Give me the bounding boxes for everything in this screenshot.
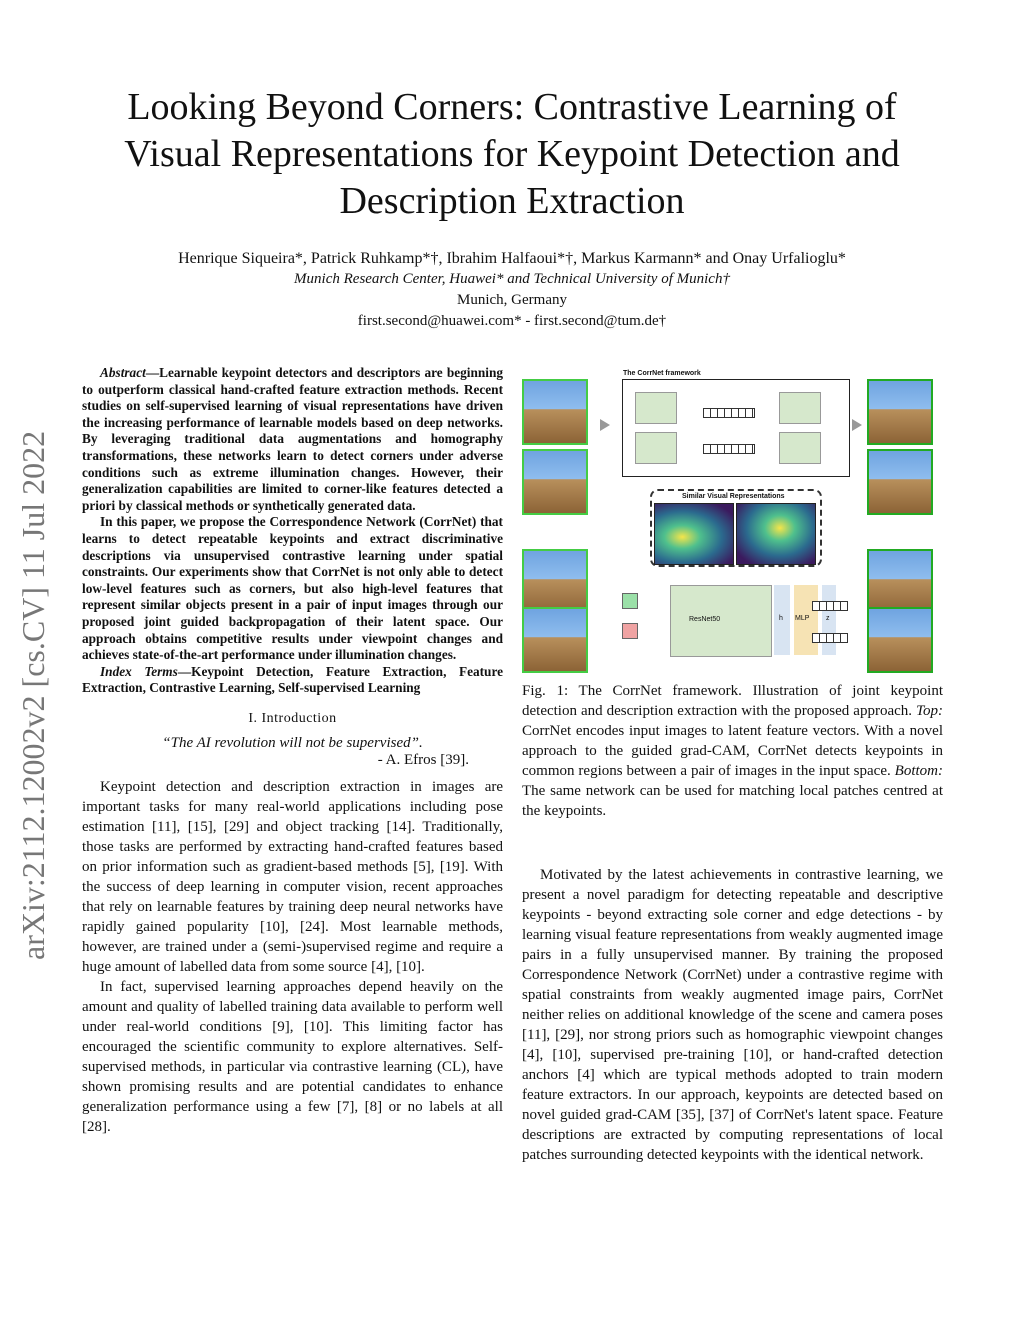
right-column <box>522 365 943 1165</box>
email: first.second@huawei.com* - first.second@tum.de† <box>357 313 667 329</box>
figure-1 <box>522 371 943 667</box>
input-photo-top-2 <box>522 449 588 515</box>
abstract-p1 <box>82 365 503 514</box>
matched-photo-1 <box>867 549 933 615</box>
input-photo-bottom-2 <box>522 607 588 673</box>
caption-lead: Fig. 1: The CorrNet framework. Illustration of joint keypoint detection and description extraction with the proposed approach. <box>522 683 943 719</box>
title-line-3: Description Extraction <box>339 180 685 222</box>
figure-caption <box>522 681 943 821</box>
location: Munich, Germany <box>457 292 567 308</box>
input-photo-bottom-1 <box>522 549 588 615</box>
h-label: h <box>779 615 783 622</box>
abstract-text-1: —Learnable keypoint detectors and descriptors are beginning to outperform classical hand-crafted feature extraction methods. Recent studies on self-supervised learning of visual representations have driven the increasing performance of learnable models based on deep networks. By leveraging traditional data augmentations and homography transformations, these networks learn to detect corners under adverse conditions such as extreme illumination changes. However, their generalization capabilities are limited to corner-like features detected a priori by classical methods or synthetically generated data. <box>82 365 503 513</box>
index-terms-lead: Index Terms <box>100 663 178 679</box>
resnet-block <box>670 585 772 657</box>
left-column <box>82 365 503 1137</box>
input-photo-top-1 <box>522 379 588 445</box>
descriptor-vector <box>812 601 848 611</box>
abstract-lead: Abstract <box>100 365 146 380</box>
similar-representations-box <box>650 489 822 567</box>
resnet-label: ResNet50 <box>689 616 721 623</box>
encoder-block <box>635 392 677 424</box>
encoder-block <box>635 432 677 464</box>
patch-green <box>622 593 638 609</box>
patch-red <box>622 623 638 639</box>
z-label: z <box>826 615 830 622</box>
arrow-icon <box>852 419 862 431</box>
framework-label: The CorrNet framework <box>623 370 701 377</box>
intro-paragraph-2: In fact, supervised learning approaches depend heavily on the amount and quality of labelled training data available to perform well under real-world conditions [9], [10]. This limiting factor has encouraged the scientific community to explore alternatives. Self-supervised methods, in particular via contrastive learning (CL), have shown promising results and are potential candidates to enhance generalization performance using a few [7], [8] or no labels at all [28]. <box>82 978 503 1135</box>
output-photo-top-2 <box>867 449 933 515</box>
latent-vector <box>703 444 755 454</box>
caption-top: CorrNet encodes input images to latent feature vectors. With a novel approach to the guided grad-CAM, CorrNet detects keypoints in common regions between a pair of images in the input space. <box>522 723 943 779</box>
paper-title <box>60 84 964 225</box>
heatmap-left <box>654 503 734 565</box>
decoder-block <box>779 432 821 464</box>
matched-photo-2 <box>867 607 933 673</box>
title-line-2: Visual Representations for Keypoint Detection and <box>124 133 900 175</box>
epigraph-author: - A. Efros [39]. <box>377 751 469 768</box>
intro-paragraph-1: Keypoint detection and description extraction in images are important tasks for many real-world applications including pose estimation [11], [15], [29] and object tracking [14]. Traditionally, those tasks are performed by extracting hand-crafted features based on prior information such as gradient-based methods [5], [19]. With the success of deep learning in computer vision, recent approaches that rely on learnable features by training deep neural networks have rapidly gained popularity [10], [24]. Most learnable methods, however, are trained under a (semi-)supervised regime and require a huge amount of labelled data from some source [4], [10]. <box>82 778 503 975</box>
output-photo-top-1 <box>867 379 933 445</box>
mlp-label: MLP <box>795 615 810 622</box>
latent-vector <box>703 408 755 418</box>
descriptor-vector <box>812 633 848 643</box>
right-paragraph-1: Motivated by the latest achievements in contrastive learning, we present a novel paradigm for detecting repeatable and descriptive keypoints - beyond extracting sole corner and edge detections - by learning visual feature representations from weakly augmented image pairs in a fully unsupervised manner. By training the proposed Correspondence Network (CorrNet) under a contrastive regime with spatial constraints from weakly augmented image pairs, CorrNet neither relies on additional knowledge of the scene and camera poses [11], [29], nor strong priors such as homographic viewpoint changes [4], [10], supervised pre-training [10], or hand-crafted detection anchors [4] which are typical methods adopted to train modern feature extractors. In our approach, keypoints are detected based on novel guided grad-CAM [35], [37] of CorrNet's latent space. Feature descriptions are extracted by computing representations of local patches surrounding detected keypoints with the identical network. <box>522 867 943 1163</box>
arrow-icon <box>600 419 610 431</box>
decoder-block <box>779 392 821 424</box>
title-line-1: Looking Beyond Corners: Contrastive Learning of <box>127 86 897 128</box>
section-title: I. Introduction <box>248 710 337 726</box>
abstract-p2: In this paper, we propose the Correspondence Network (CorrNet) that learns to detect repeatable keypoints and extract discriminative descriptions via unsupervised contrastive learning under spatial constraints. Our experiments show that CorrNet is not only able to detect low-level features such as corners, but also high-level features that represent similar objects present in a pair of input images through our proposed joint guided backpropagation of their latent space. Our approach obtains competitive results under viewpoint changes and achieves state-of-the-art performance under illumination changes. <box>82 514 503 663</box>
caption-top-label: Top: <box>916 703 943 719</box>
h-block <box>774 585 790 655</box>
caption-bottom: The same network can be used for matching local patches centred at the keypoints. <box>522 783 943 819</box>
arxiv-stamp: arXiv:2112.12002v2 [cs.CV] 11 Jul 2022 <box>15 430 51 960</box>
mlp-block <box>794 585 818 655</box>
index-terms-text: —Keypoint Detection, Feature Extraction, Feature Extraction, Contrastive Learning, Self-supervised Learning <box>82 663 504 696</box>
epigraph-quote: “The AI revolution will not be supervised”. <box>162 734 423 751</box>
caption-bottom-label: Bottom: <box>894 763 943 779</box>
similar-label: Similar Visual Representations <box>682 493 785 500</box>
heatmap-right <box>736 503 816 565</box>
index-terms <box>82 664 503 697</box>
z-block <box>822 585 836 655</box>
affiliation: Munich Research Center, Huawei* and Technical University of Munich† <box>294 271 730 287</box>
framework-box <box>622 370 850 477</box>
authors: Henrique Siqueira*, Patrick Ruhkamp*†, Ibrahim Halfaoui*†, Markus Karmann* and Onay Urfalioglu* <box>178 250 846 267</box>
